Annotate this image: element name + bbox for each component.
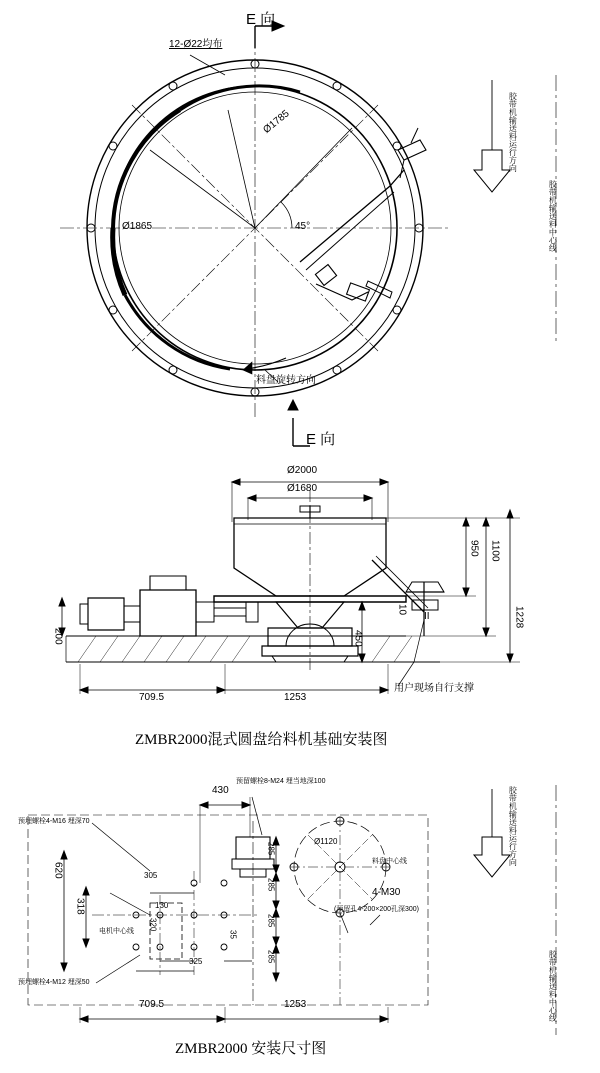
rotation-direction-label: 料盘旋转方向 — [256, 375, 316, 386]
belt-direction-label-top: 胶带机输送料运行方向 — [508, 92, 518, 172]
mark-ii: II — [424, 611, 430, 622]
height-1100: 1100 — [489, 540, 501, 562]
belt-centerline-label-plan: 胶带机输送料中心线 — [548, 950, 558, 1022]
height-1228: 1228 — [513, 606, 525, 629]
height-450: 450 — [352, 630, 364, 647]
motor-centerline-label: 电机中心线 — [99, 928, 134, 935]
disc-centerline-label: 料盘中心线 — [372, 858, 407, 865]
support-note: 用户现场自行支撑 — [394, 683, 474, 694]
anchor-note-left-top: 预埋螺栓4-M16 埋深70 — [18, 818, 90, 825]
dim-35: 35 — [228, 930, 238, 939]
dim-325: 325 — [189, 957, 203, 966]
bolt-4m30-note: (预留孔4-200×200孔深300) — [334, 906, 420, 913]
dim-318: 318 — [74, 898, 86, 915]
dim-285-3: 285 — [266, 914, 276, 928]
inner-diameter-label: Ø1785 — [261, 108, 292, 136]
belt-direction-label-plan: 胶带机输送料运行方向 — [508, 786, 518, 866]
dim-130: 130 — [155, 901, 169, 910]
dia-1120-label: Ø1120 — [314, 837, 338, 846]
width-1253: 1253 — [284, 692, 307, 703]
sheet-title-bottom: ZMBR2000 安装尺寸图 — [175, 1041, 327, 1057]
dim-285-2: 285 — [266, 878, 276, 892]
bolt-4m30-label: 4-M30 — [372, 887, 401, 898]
anchor-note-left-bottom: 预埋螺栓4-M12 埋深50 — [18, 979, 90, 986]
plan-width-1253: 1253 — [284, 999, 307, 1010]
dim-320: 320 — [148, 918, 158, 932]
dim-620: 620 — [52, 862, 64, 879]
plan-width-709-5: 709.5 — [139, 999, 165, 1010]
dim-10: 10 — [396, 604, 408, 616]
anchor-note-top: 预留螺栓8-M24 埋当地深100 — [236, 778, 326, 785]
front-dia-inner: Ø1680 — [287, 483, 318, 494]
sheet-title-top: ZMBR2000混式圆盘给料机基础安装图 — [135, 732, 388, 748]
outer-diameter-label: Ø1865 — [122, 221, 153, 232]
top-view-mark-lower: E 向 — [306, 431, 336, 448]
top-view-mark: E 向 — [246, 11, 276, 28]
width-709-5: 709.5 — [139, 692, 165, 703]
hole-note: 12-Ø22均布 — [169, 39, 223, 50]
front-dia-outer: Ø2000 — [287, 465, 318, 476]
dim-285-4: 285 — [266, 950, 276, 964]
dim-430: 430 — [212, 785, 229, 796]
height-950: 950 — [468, 540, 480, 557]
belt-centerline-label-top: 胶带机输送料中心线 — [548, 180, 558, 252]
dim-305: 305 — [144, 871, 158, 880]
dim-285-1: 285 — [266, 842, 276, 856]
height-200: 200 — [52, 628, 64, 645]
angle-label: 45° — [295, 221, 311, 232]
